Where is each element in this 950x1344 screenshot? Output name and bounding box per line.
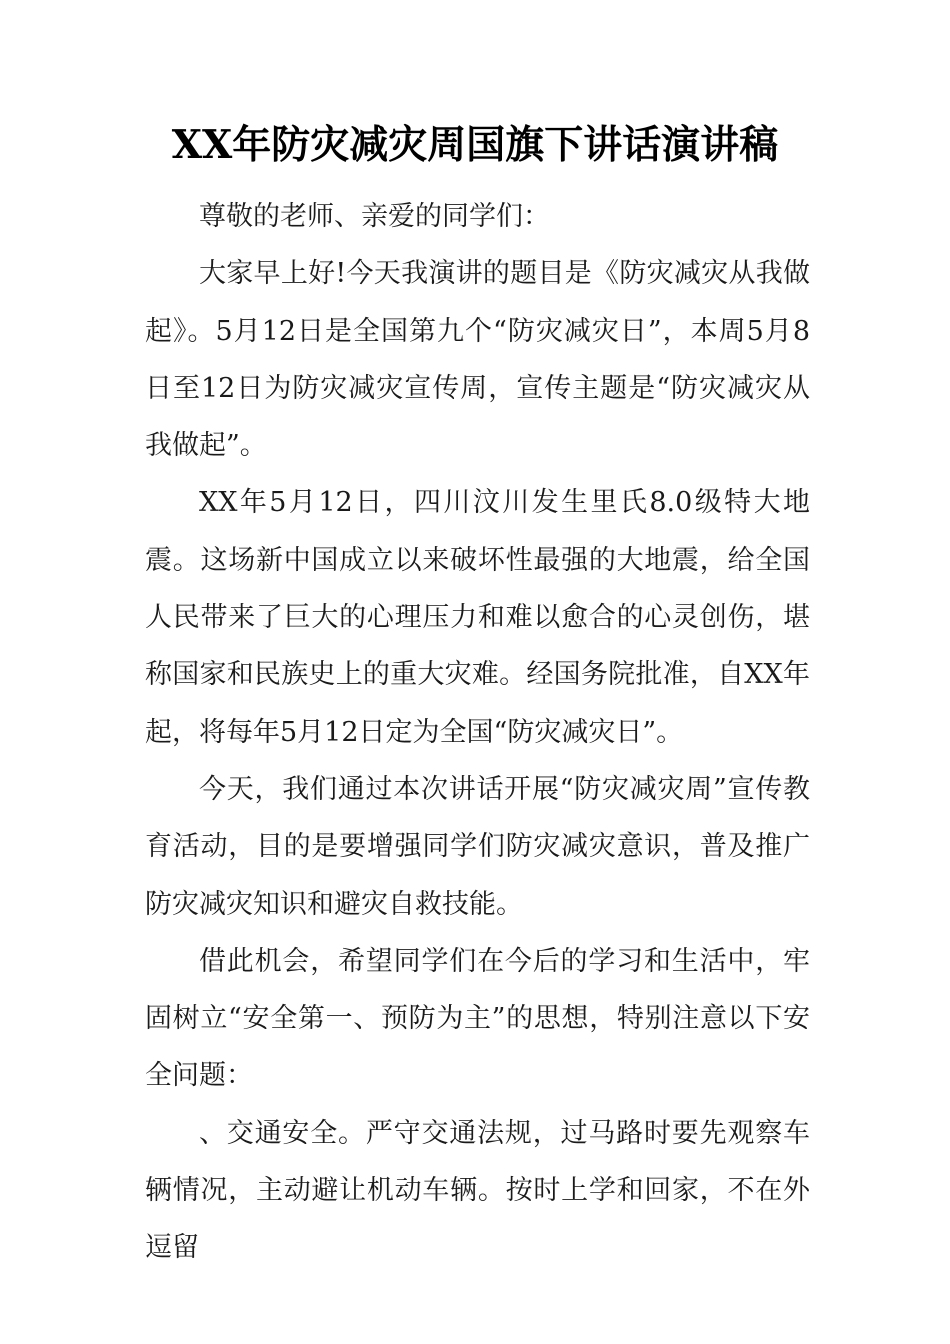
paragraph-earthquake: XX年5月12日，四川汶川发生里氏8.0级特大地震。这场新中国成立以来破坏性最强的大地震，给全国人民带来了巨大的心理压力和难以愈合的心灵创伤，堪称国家和民族史上的重大灾难。经国务院批准，自XX年起，将每年5月12日定为全国“防灾减灾日”。 (145, 487, 810, 748)
paragraph-intro: 大家早上好!今天我演讲的题目是《防灾减灾从我做起》。5月12日是全国第九个“防灾减灾日”，本周5月8日至12日为防灾减灾宣传周，宣传主题是“防灾减灾从我做起”。 (145, 258, 810, 462)
paragraph-safety-intro: 借此机会，希望同学们在今后的学习和生活中，牢固树立“安全第一、预防为主”的思想，特别注意以下安全问题： (145, 945, 810, 1092)
paragraph-salutation: 尊敬的老师、亲爱的同学们： (199, 201, 550, 232)
document-title: XX年防灾减灾周国旗下讲话演讲稿 (171, 122, 779, 168)
document-body (145, 188, 810, 1277)
paragraph-traffic-safety: 、交通安全。严守交通法规，过马路时要先观察车辆情况，主动避让机动车辆。按时上学和回家，不在外逗留 (145, 1117, 810, 1264)
paragraph-purpose: 今天，我们通过本次讲话开展“防灾减灾周”宣传教育活动，目的是要增强同学们防灾减灾意识，普及推广防灾减灾知识和避灾自救技能。 (145, 773, 810, 920)
